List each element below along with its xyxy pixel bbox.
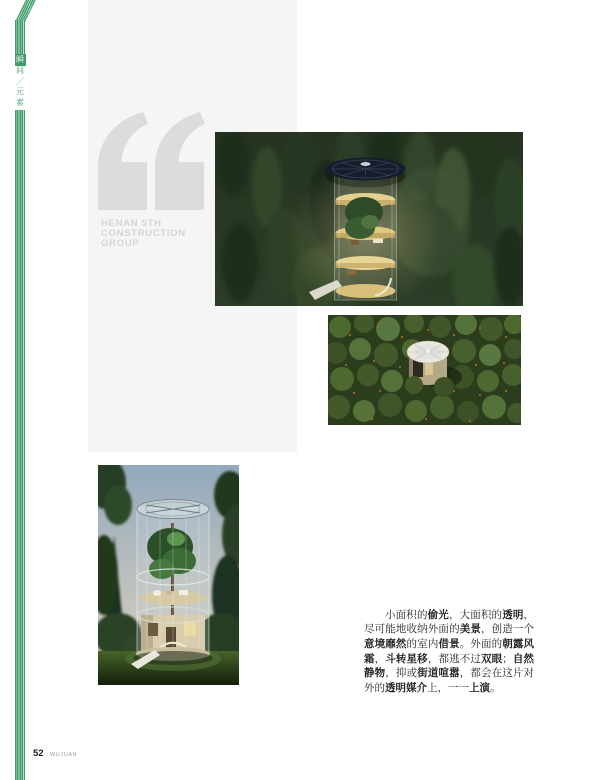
article-text: ，创造一个 bbox=[480, 623, 535, 636]
article-paragraph bbox=[364, 608, 534, 696]
glass-tower-ground bbox=[131, 500, 213, 670]
article-text: ，抑或 bbox=[385, 667, 418, 680]
brand-line: CONSTRUCTION bbox=[101, 228, 186, 239]
section-tab-slash: ／ bbox=[16, 76, 24, 86]
page-number: 52 bbox=[33, 748, 44, 759]
article-text: ，都会在这片对外的 bbox=[364, 667, 535, 695]
article-bold-text: 朝露风霜 bbox=[364, 637, 535, 665]
section-tab bbox=[14, 54, 26, 110]
brand-text bbox=[101, 219, 186, 249]
article-bold-text: 斗转星移 bbox=[385, 652, 428, 665]
section-tab-char: 元 bbox=[16, 87, 24, 96]
section-tab-char: 素 bbox=[16, 97, 24, 107]
magazine-name: WUJUAN bbox=[50, 752, 78, 758]
article-text: ， bbox=[374, 652, 386, 665]
article-text: ，都逃不过 bbox=[427, 652, 481, 665]
article-bold-text: 街道喧嚣 bbox=[417, 667, 460, 680]
spine-ribbon bbox=[15, 20, 25, 780]
article-bold-text: 透明 bbox=[502, 608, 524, 621]
article-text: 。外面的 bbox=[459, 637, 503, 650]
photo-treehouse-ground-view bbox=[98, 465, 239, 685]
article-text: 。 bbox=[490, 682, 501, 695]
brand-line: GROUP bbox=[101, 238, 140, 249]
article-bold-text: 自然静物 bbox=[364, 652, 535, 680]
article-bold-text: 借景 bbox=[438, 637, 460, 650]
article-text: ，尽可能地收纳外面的 bbox=[364, 608, 535, 636]
article-text: 上，一一 bbox=[427, 682, 469, 695]
article-bold-text: 双眼 bbox=[481, 652, 503, 665]
article-bold-text: 美景 bbox=[459, 623, 481, 636]
article-text: ； bbox=[502, 652, 513, 665]
article-text: ，大面积的 bbox=[448, 608, 503, 621]
photo-treehouse-dusk-aerial bbox=[215, 132, 523, 306]
section-tab-char: 间 bbox=[16, 66, 24, 75]
article-bold-text: 意境靡然 bbox=[364, 637, 407, 650]
article-bold-text: 上演 bbox=[469, 682, 490, 695]
article-bold-text: 透明媒介 bbox=[385, 682, 427, 695]
quote-icon bbox=[98, 112, 206, 212]
article-bold-text: 偷光 bbox=[427, 608, 449, 621]
spine-ribbon-cap bbox=[15, 0, 36, 22]
article-text: 的室内 bbox=[406, 637, 439, 650]
article-text: 小面积的 bbox=[385, 608, 428, 621]
brand-line: HENAN 5TH bbox=[101, 218, 162, 229]
section-tab-highlight-char: 瞬 bbox=[16, 55, 24, 64]
photo-forest-canopy-aerial bbox=[328, 315, 521, 425]
